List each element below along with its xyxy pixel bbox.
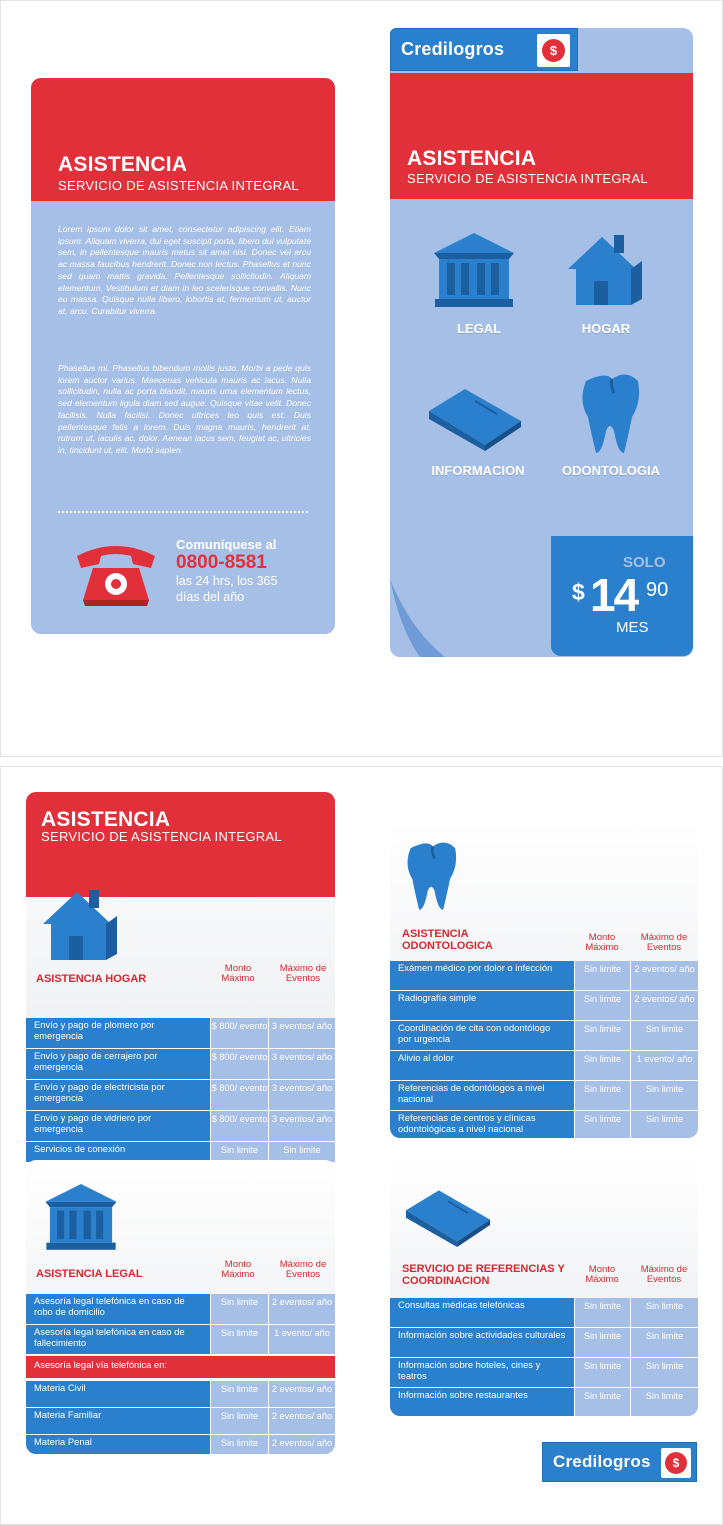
logo-badge bbox=[661, 1448, 691, 1478]
eventos-cell: 2 eventos/ año bbox=[268, 1381, 335, 1408]
service-cell: Radiografía simple bbox=[390, 991, 574, 1021]
table-row bbox=[26, 1408, 335, 1435]
dollar-icon: $ bbox=[665, 1452, 687, 1474]
credilogros-logo[interactable] bbox=[390, 28, 578, 71]
page-subtitle: SERVICIO DE ASISTENCIA INTEGRAL bbox=[58, 178, 299, 193]
right-subtitle: SERVICIO DE ASISTENCIA INTEGRAL bbox=[407, 171, 648, 186]
odonto-card bbox=[390, 821, 698, 1138]
service-cell: Materia Familiar bbox=[26, 1408, 210, 1435]
body-paragraph-2: Phasellus mi. Phasellus bibendum mollis justo. Morbi a pede quis lorem auctor varius. Maecenas vehicula mauris ac lacus. Nulla sollicitudin, nulla ac porta blandit, mauris urna elementum lectus, sed elementum ligula diam sed augue. Quisque vitae velit. Donec facilisis. Nulla facilisi. Donec ultrices leo quis est. Duis pellentesque felis a lorem. Duis magna mauris, hendrerit at, rutrum ut, iaculis ac, dolor. Aenean lacus sem, feugiat ac, ultricies in, tincidunt ut, elit. Morbi sapien. bbox=[58, 363, 311, 455]
referencias-title: SERVICIO DE REFERENCIAS Y COORDINACION bbox=[402, 1263, 565, 1287]
referencias-card bbox=[390, 1158, 698, 1416]
logo-text: Credilogros bbox=[553, 1452, 651, 1471]
service-cell: Coordinación de cita con odontólogo por urgencia bbox=[390, 1021, 574, 1051]
contact-line-2: las 24 hrs, los 365 bbox=[176, 574, 278, 588]
price-solo: SOLO bbox=[623, 554, 666, 571]
courthouse-icon bbox=[41, 1180, 121, 1252]
book-icon bbox=[402, 1183, 494, 1247]
eventos-cell: 2 eventos/ año bbox=[268, 1435, 335, 1454]
monto-cell: Sin limite bbox=[574, 1111, 630, 1138]
table-row bbox=[390, 1388, 698, 1416]
table-row bbox=[26, 1018, 335, 1049]
table-row bbox=[26, 1294, 335, 1325]
dotted-divider bbox=[58, 511, 308, 513]
tooth-icon bbox=[402, 836, 462, 916]
service-cell: Información sobre restaurantes bbox=[390, 1388, 574, 1416]
dollar-icon: $ bbox=[542, 39, 565, 62]
price-currency: $ bbox=[572, 579, 585, 605]
left-panel bbox=[31, 78, 335, 634]
maximo-header: Máximo de Eventos bbox=[279, 1259, 327, 1280]
monto-header: Monto Máximo bbox=[585, 1264, 619, 1285]
monto-header: Monto Máximo bbox=[221, 963, 255, 984]
service-cell: Envío y pago de electricista por emergencia bbox=[26, 1080, 210, 1111]
legal-subsection-bar: Asesoría legal vía telefónica en: bbox=[26, 1356, 335, 1378]
monto-cell: $ 800/ evento bbox=[210, 1018, 268, 1049]
table-row bbox=[26, 1435, 335, 1454]
service-cell: Envío y pago de cerrajero por emergencia bbox=[26, 1049, 210, 1080]
table-row bbox=[26, 1325, 335, 1355]
page-title: ASISTENCIA bbox=[58, 153, 188, 176]
service-cell: Servicios de conexión bbox=[26, 1142, 210, 1162]
service-cell: Consultas médicas telefónicas bbox=[390, 1298, 574, 1328]
monto-cell: Sin limite bbox=[574, 1081, 630, 1111]
right-title: ASISTENCIA bbox=[407, 147, 537, 170]
service-cell: Exámen médico por dolor o infección bbox=[390, 961, 574, 991]
hogar-label[interactable]: HOGAR bbox=[581, 321, 631, 336]
service-cell: Asesoría legal telefónica en caso de fallecimiento bbox=[26, 1325, 210, 1355]
table-row bbox=[390, 1081, 698, 1111]
inside-title: ASISTENCIA bbox=[41, 808, 171, 831]
hogar-title: ASISTENCIA HOGAR bbox=[36, 973, 147, 985]
monto-cell: Sin limite bbox=[574, 1021, 630, 1051]
eventos-cell: Sin limite bbox=[630, 1388, 698, 1416]
tooth-icon bbox=[576, 371, 646, 456]
monto-header: Monto Máximo bbox=[585, 932, 619, 953]
logo-text: Credilogros bbox=[401, 39, 505, 59]
monto-cell: Sin limite bbox=[210, 1325, 268, 1355]
service-cell: Información sobre actividades culturales bbox=[390, 1328, 574, 1358]
monto-cell: Sin limite bbox=[210, 1294, 268, 1325]
table-row bbox=[390, 1021, 698, 1051]
body-paragraph-1: Lorem ipsum dolor sit amet, consectetur adipiscing elit. Etiam ipsum. Aliquam viverra, dui eget suscipit porta, libero dui vulputate sem, in pellentesque mauris metus sit amet nisi. Donec vel arcu ac massa faucibus hendrerit. Donec non lectus. Phasellus et nunc sed quam mattis gravida. Pellentesque sollicitudin. Aliquam elementum. Vestibulum et diam in leo scelerisque convallis. Nunc eu massa. Quisque nulla libero, lobortis at, fermentum ut, auctor at, arcu. Curabitur viverra. bbox=[58, 224, 311, 316]
eventos-cell: 1 evento/ año bbox=[268, 1325, 335, 1355]
legal-title: ASISTENCIA LEGAL bbox=[36, 1268, 143, 1280]
service-cell: Envío y pago de plomero por emergencia bbox=[26, 1018, 210, 1049]
eventos-cell: Sin limite bbox=[630, 1358, 698, 1388]
table-row bbox=[390, 1111, 698, 1138]
brochure-outside-sheet bbox=[0, 0, 723, 757]
maximo-header: Máximo de Eventos bbox=[640, 932, 688, 953]
inside-subtitle: SERVICIO DE ASISTENCIA INTEGRAL bbox=[41, 829, 282, 844]
monto-cell: Sin limite bbox=[574, 1298, 630, 1328]
eventos-cell: 2 eventos/ año bbox=[268, 1408, 335, 1435]
price-period: MES bbox=[616, 619, 649, 636]
service-cell: Asesoría legal telefónica en caso de robo de domicilio bbox=[26, 1294, 210, 1325]
monto-header: Monto Máximo bbox=[221, 1259, 255, 1280]
table-row bbox=[390, 1298, 698, 1328]
monto-cell: Sin limite bbox=[574, 1328, 630, 1358]
service-cell: Alivio al dolor bbox=[390, 1051, 574, 1081]
contact-line-3: días del año bbox=[176, 590, 245, 604]
eventos-cell: Sin limite bbox=[630, 1298, 698, 1328]
service-cell: Materia Penal bbox=[26, 1435, 210, 1454]
courthouse-icon bbox=[429, 229, 519, 309]
service-cell: Referencias de odontólogos a nivel nacional bbox=[390, 1081, 574, 1111]
credilogros-logo-bottom[interactable] bbox=[542, 1442, 697, 1482]
eventos-cell: Sin limite bbox=[630, 1021, 698, 1051]
table-row bbox=[26, 1381, 335, 1408]
eventos-cell: Sin limite bbox=[630, 1081, 698, 1111]
maximo-header: Máximo de Eventos bbox=[279, 963, 327, 984]
eventos-cell: 3 eventos/ año bbox=[268, 1111, 335, 1142]
table-row bbox=[26, 1111, 335, 1142]
legal-card bbox=[26, 1160, 335, 1454]
monto-cell: Sin limite bbox=[210, 1381, 268, 1408]
table-row bbox=[390, 1051, 698, 1081]
monto-cell: $ 800/ evento bbox=[210, 1080, 268, 1111]
logo-badge bbox=[537, 34, 570, 67]
table-row bbox=[390, 961, 698, 991]
house-icon bbox=[36, 884, 126, 964]
eventos-cell: 2 eventos/ año bbox=[630, 991, 698, 1021]
service-cell: Referencias de centros y clínicas odontológicas a nivel nacional bbox=[390, 1111, 574, 1138]
price-integer: 14 bbox=[590, 569, 638, 621]
table-row bbox=[390, 1358, 698, 1388]
eventos-cell: 1 evento/ año bbox=[630, 1051, 698, 1081]
odonto-title: ASISTENCIA ODONTOLOGICA bbox=[402, 928, 493, 952]
page-curl-icon bbox=[390, 539, 554, 657]
legal-label[interactable]: LEGAL bbox=[456, 321, 502, 336]
table-row bbox=[390, 1328, 698, 1358]
brochure-inside-sheet bbox=[0, 766, 723, 1525]
service-cell: Envío y pago de vidriero por emergencia bbox=[26, 1111, 210, 1142]
eventos-cell: 3 eventos/ año bbox=[268, 1018, 335, 1049]
maximo-header: Máximo de Eventos bbox=[640, 1264, 688, 1285]
table-row bbox=[26, 1080, 335, 1111]
monto-cell: Sin limite bbox=[574, 1051, 630, 1081]
telephone-icon bbox=[71, 538, 161, 608]
house-icon bbox=[566, 229, 646, 309]
odontologia-label[interactable]: ODONTOLOGIA bbox=[562, 463, 660, 478]
eventos-cell: 3 eventos/ año bbox=[268, 1049, 335, 1080]
table-row bbox=[390, 991, 698, 1021]
monto-cell: Sin limite bbox=[574, 961, 630, 991]
eventos-cell: 2 eventos/ año bbox=[268, 1294, 335, 1325]
monto-cell: $ 800/ evento bbox=[210, 1049, 268, 1080]
monto-cell: Sin limite bbox=[210, 1142, 268, 1162]
monto-cell: Sin limite bbox=[574, 1358, 630, 1388]
book-icon bbox=[425, 381, 525, 451]
service-cell: Materia Civil bbox=[26, 1381, 210, 1408]
eventos-cell: Sin limite bbox=[630, 1328, 698, 1358]
eventos-cell: Sin limite bbox=[630, 1111, 698, 1138]
contact-phone[interactable]: 0800-8581 bbox=[176, 552, 267, 573]
eventos-cell: 2 eventos/ año bbox=[630, 961, 698, 991]
monto-cell: Sin limite bbox=[574, 1388, 630, 1416]
monto-cell: Sin limite bbox=[210, 1435, 268, 1454]
table-row bbox=[26, 1049, 335, 1080]
hogar-card bbox=[26, 792, 335, 1162]
eventos-cell: 3 eventos/ año bbox=[268, 1080, 335, 1111]
service-cell: Información sobre hoteles, cines y teatros bbox=[390, 1358, 574, 1388]
monto-cell: $ 800/ evento bbox=[210, 1111, 268, 1142]
eventos-cell: Sin limite bbox=[268, 1142, 335, 1162]
price-decimals: 90 bbox=[646, 579, 669, 601]
table-row bbox=[26, 1142, 335, 1162]
monto-cell: Sin limite bbox=[210, 1408, 268, 1435]
contact-line-1: Comuníquese al bbox=[176, 537, 277, 552]
monto-cell: Sin limite bbox=[574, 991, 630, 1021]
informacion-label[interactable]: INFORMACION bbox=[431, 463, 525, 478]
